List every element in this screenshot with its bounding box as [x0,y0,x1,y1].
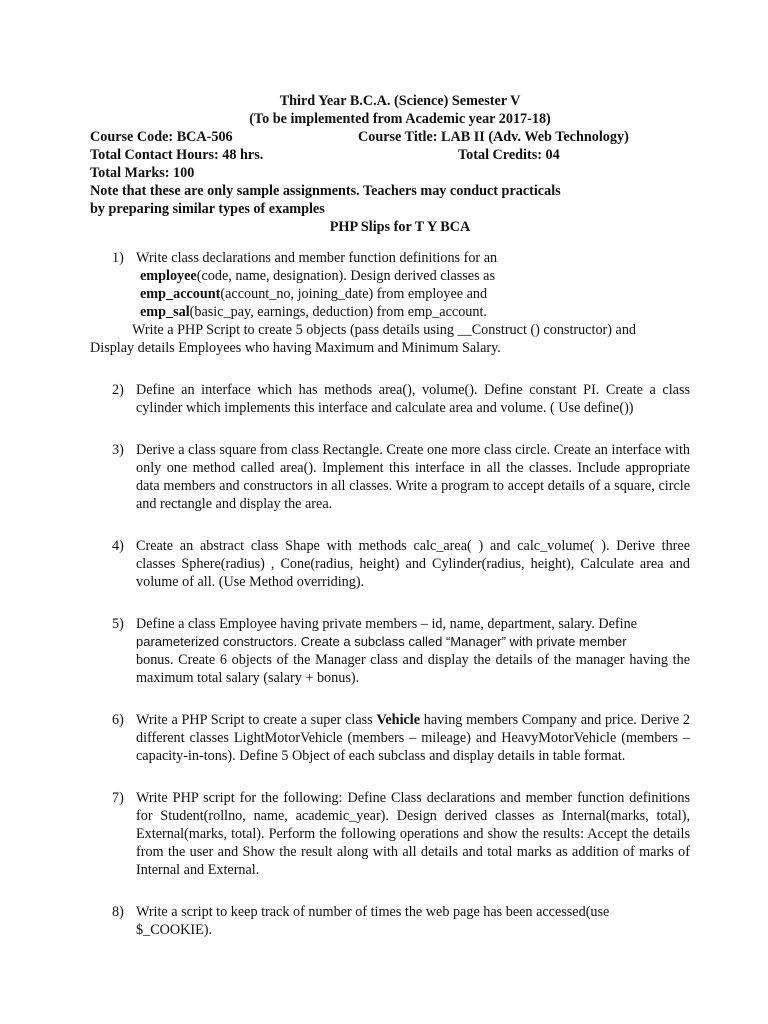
item-line: bonus. Create 6 objects of the Manager class and display the details of the manager having the maximum total salary (salary + bonus). [136,652,690,686]
item-line: Display details Employees who having Maximum and Minimum Salary. [90,340,501,356]
list-item [90,903,690,939]
document-header [90,92,710,236]
item-text: Write PHP script for the following: Define Class declarations and member function definitions for Student(rollno, name, academic_year). Design derived classes as Internal(marks, total), External(marks, total). Perform the following operations and show the results: Accept the details from the user and Show the result along with all details and total marks as addition of marks of Internal and External. [136,790,690,878]
class-name-employee: employee [140,268,197,284]
item-line-sans: parameterized constructors. Create a subclass called “Manager” with private member [136,634,627,649]
assignment-list [90,249,690,939]
item-text: Create an abstract class Shape with methods calc_area( ) and calc_volume( ). Derive three classes Sphere(radius) , Cone(radius, height) and Cylinder(radius, height), Calculate area and volume of all. (Use Method overriding). [136,538,690,590]
note-line-2: by preparing similar types of examples [90,201,325,217]
item-number: 1) [112,250,124,266]
class-name-vehicle: Vehicle [376,712,421,728]
note-line-1: Note that these are only sample assignments. Teachers may conduct practicals [90,183,561,199]
item-number: 4) [112,538,124,554]
course-code: Course Code: BCA-506 [90,129,233,145]
course-title: Course Title: LAB II (Adv. Web Technology) [358,129,629,145]
item-number: 7) [112,790,124,806]
list-item [90,615,690,687]
hours-row [90,146,710,164]
list-item [90,441,690,513]
header-line-1: Third Year B.C.A. (Science) Semester V [279,93,521,109]
item-line: Write a script to keep track of number of times the web page has been accessed(use [136,904,610,920]
list-item: 6) Write a PHP Script to create a super class Vehicle having members Company and price. Derive 2 different classes LightMotorVehicle (members – mileage) and HeavyMotorVehicle (members – capacity-in-tons). Define 5 Object of each subclass and display details in table format. [112,712,690,764]
item-text: Define an interface which has methods area(), volume(). Define constant PI. Create a class cylinder which implements this interface and calculate area and volume. ( Use define()) [136,382,690,416]
total-credits: Total Credits: 04 [458,147,560,163]
item-number: 3) [112,442,124,458]
course-row [90,128,710,146]
item-number: 8) [112,904,124,920]
class-name-emp-account: emp_account [140,286,221,302]
item-number: 5) [112,616,124,632]
item-text: Derive a class square from class Rectangle. Create one more class circle. Create an interface with only one method called area(). Implement this interface in all the classes. Include appropriate data members and constructors in all classes. Write a program to accept details of a square, circle and rectangle and display the area. [136,442,690,512]
list-item [90,537,690,591]
contact-hours: Total Contact Hours: 48 hrs. [90,147,264,163]
list-item: 1) Write class declarations and member function definitions for an employee(code, name, designation). Design derived classes as emp_account(account_no, joining_date) from employee and emp_sal(basic_pay, earnings, deduction) from emp_account. Write a PHP Script to create 5 objects (pass details using __Construct () constructor) and Display details Employees who having Maximum and Minimum Salary. [90,249,690,357]
item-line: Define a class Employee having private members – id, name, department, salary. Define [136,616,637,632]
list-item [90,381,690,417]
header-line-2: (To be implemented from Academic year 2017-18) [249,111,551,127]
class-name-emp-sal: emp_sal [140,304,190,320]
item-line: $_COOKIE). [136,922,213,938]
item-number: 2) [112,382,124,398]
item-line: Write a PHP Script to create 5 objects (pass details using __Construct () constructor) and [132,322,637,338]
list-item [90,789,690,879]
item-line: Write class declarations and member function definitions for an [136,250,498,266]
slips-title: PHP Slips for T Y BCA [329,219,471,235]
item-number: 6) [112,712,124,728]
total-marks: Total Marks: 100 [90,165,195,181]
